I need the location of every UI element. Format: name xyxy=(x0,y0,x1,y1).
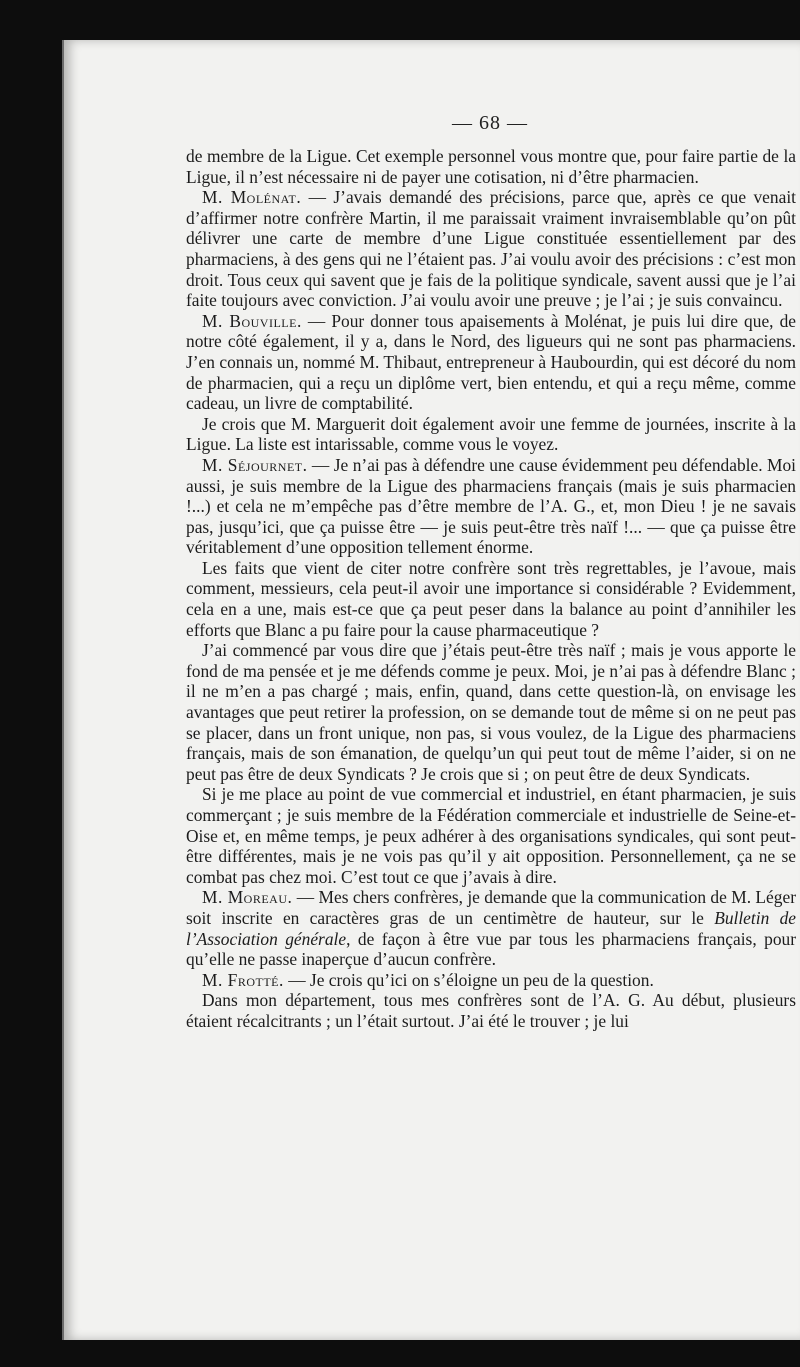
paragraph xyxy=(186,990,796,1031)
paragraph-text: — J’avais demandé des précisions, parce que, après ce que venait d’affirmer notre confrère Martin, il me paraissait vraiment invraisemblable qu’on pût délivrer une carte de membre d’une Ligue constituée essentiellement par des pharmaciens, à des gens qui ne l’étaient pas. J’ai voulu avoir des précisions : c’est mon droit. Tous ceux qui savent que je fais de la politique syndicale, savent aussi que je l’ai faite toujours avec conviction. J’ai voulu avoir une preuve ; je l’ai ; je suis convaincu. xyxy=(186,187,796,311)
speaker-name: M. Molénat. xyxy=(202,187,302,208)
paragraph-text: Je crois que M. Marguerit doit également avoir une femme de journées, inscrite à la Ligue. La liste est intarissable, comme vous le voyez. xyxy=(186,413,796,455)
paragraph xyxy=(186,414,796,455)
paragraph xyxy=(186,640,796,784)
bulletin-title: Bulletin de l’Association générale xyxy=(186,907,796,949)
paragraph xyxy=(186,558,796,640)
speaker-name: M. Séjournet. xyxy=(202,454,308,475)
paragraph-text: — Je crois qu’ici on s’éloigne un peu de la question. xyxy=(283,969,654,990)
speaker-name: M. Moreau. xyxy=(202,887,293,908)
paragraph-text: — Je n’ai pas à défendre une cause évidemment peu défendable. Moi aussi, je suis membre de la Ligue des pharmaciens français (mais je suis pharmacien !...) et cela ne m’empêche pas d’être membre de l’A. G., et, mon Dieu ! je ne savais pas, jusqu’ici, que ça puisse être — je suis peut-être très naïf !... — que ça puisse être véritablement d’une opposition tellement énorme. xyxy=(186,454,796,558)
paragraph xyxy=(186,187,796,311)
paragraph-text: de membre de la Ligue. Cet exemple personnel vous montre que, pour faire partie de la Ligue, il n’est nécessaire ni de payer une cotisation, ni d’être pharmacien. xyxy=(186,146,796,187)
paragraph-text: , de façon à être vue par tous les pharmaciens français, pour qu’elle ne passe inaperçue d’aucun confrère. xyxy=(186,928,796,970)
speaker-name: M. Frotté. xyxy=(202,969,284,990)
paragraph xyxy=(186,311,796,414)
paragraph-text: — Mes chers confrères, je demande que la communication de M. Léger soit inscrite en caractères gras de un centimètre de hauteur, sur le xyxy=(186,887,796,928)
paragraph xyxy=(186,455,796,558)
speaker-name: M. Bouville. xyxy=(202,310,302,331)
paragraph xyxy=(186,784,796,887)
page-number: — 68 — xyxy=(452,112,528,134)
paragraph-text: Les faits que vient de citer notre confrère sont très regrettables, je l’avoue, mais comment, messieurs, cela peut-il avoir une importance si considérable ? Evidemment, cela en a une, mais est-ce que ça peut peser dans la balance au point d’annihiler les efforts que Blanc a pu faire pour la cause pharmaceutique ? xyxy=(186,557,796,640)
paragraph xyxy=(186,970,796,991)
paragraph-text: Si je me place au point de vue commercial et industriel, en étant pharmacien, je suis commerçant ; je suis membre de la Fédération commerciale et industrielle de Seine-et-Oise et, en même temps, je peux adhérer à des organisations syndicales, qui sont peut-être différentes, mais je ne vois pas qu’il y ait opposition. Personnellement, ça ne se combat pas chez moi. C’est tout ce que j’avais à dire. xyxy=(186,784,796,887)
paragraph xyxy=(186,887,796,969)
paragraph-text: J’ai commencé par vous dire que j’étais peut-être très naïf ; mais je vous apporte le fond de ma pensée et je me défends comme je peux. Moi, je n’ai pas à défendre Blanc ; il ne m’en a pas chargé ; mais, enfin, quand, dans cette question-là, on envisage les avantages que peut retirer la profession, on se demande tout de même si on ne peut pas se placer, dans un front unique, non pas, si vous voulez, de la Ligue des pharmaciens français, mais de son émanation, de quelqu’un qui peut tout de même l’aider, si on ne peut pas être de deux Syndicats ? Je crois que si ; on peut être de deux Syndicats. xyxy=(186,640,796,784)
paragraph-text: Dans mon département, tous mes confrères sont de l’A. G. Au début, plusieurs étaient récalcitrants ; un l’était surtout. J’ai été le trouver ; je lui xyxy=(186,990,796,1031)
paragraph xyxy=(186,146,796,187)
paragraph-text: — Pour donner tous apaisements à Molénat, je puis lui dire que, de notre côté également, il y a, dans le Nord, des ligueurs qui ne sont pas pharmaciens. J’en connais un, nommé M. Thibaut, entrepreneur à Haubourdin, qui est décoré du nom de pharmacien, qui a reçu un diplôme vert, bien entendu, et qui a reçu même, comme cadeau, un livre de comptabilité. xyxy=(186,310,796,414)
body-text xyxy=(186,146,796,1032)
